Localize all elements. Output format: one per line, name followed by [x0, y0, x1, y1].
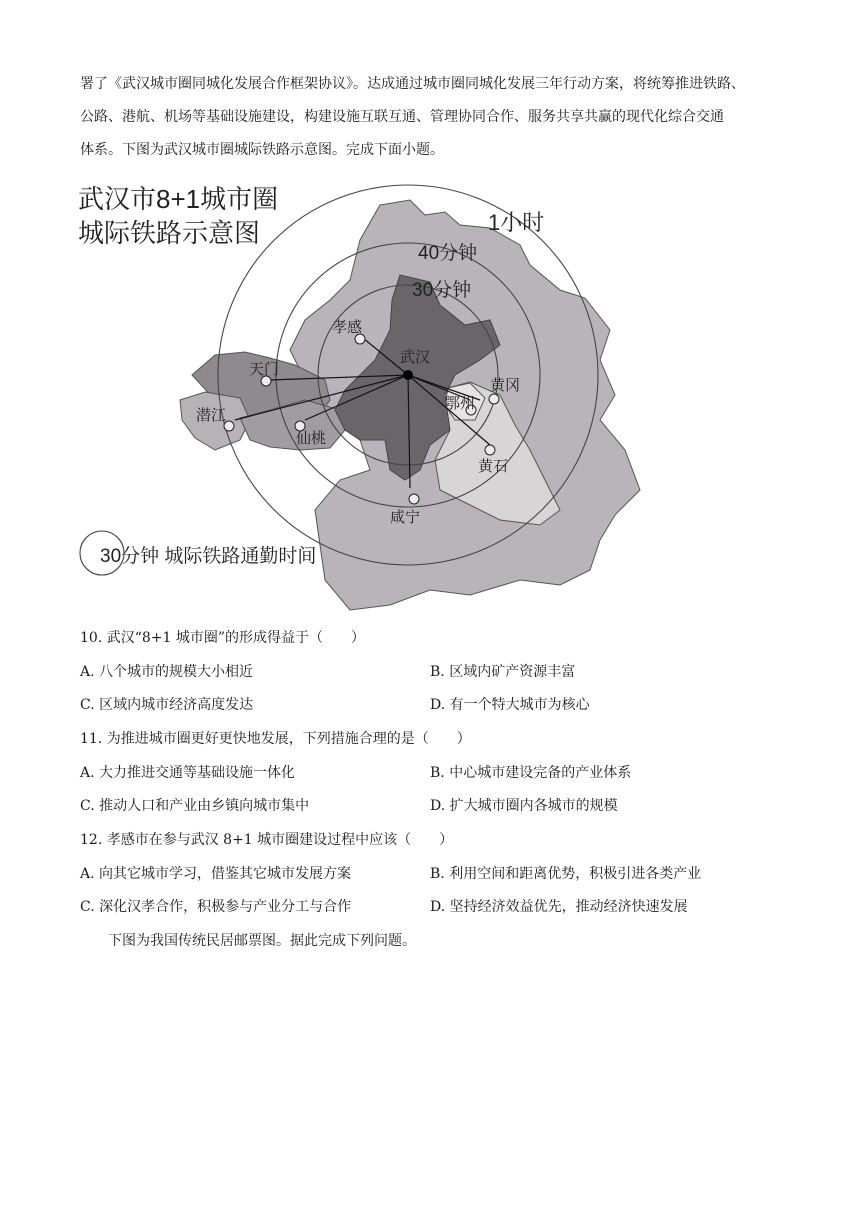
city-label-xiantao: 仙桃: [296, 430, 327, 447]
wuhan-rail-map: [70, 168, 650, 618]
question-10-option-c: C. 区域内城市经济高度发达: [80, 697, 254, 713]
question-10-stem: 10. 武汉“8+1 城市圈”的形成得益于（ ）: [80, 630, 366, 646]
xianning-marker: [409, 494, 419, 504]
city-label-huangshi: 黄石: [478, 458, 509, 475]
legend-label: 30分钟 城际铁路通勤时间: [100, 546, 317, 567]
question-12-option-a: A. 向其它城市学习，借鉴其它城市发展方案: [80, 866, 352, 882]
question-12-option-b: B. 利用空间和距离优势，积极引进各类产业: [430, 866, 702, 882]
question-11-stem: 11. 为推进城市圈更好更快地发展，下列措施合理的是（ ）: [80, 731, 471, 747]
huangshi-marker: [485, 445, 495, 455]
ring-label-1-hour: 1小时: [488, 210, 545, 235]
map-title-line1: 武汉市8+1城市圈: [78, 184, 279, 214]
city-label-huanggang: 黄冈: [490, 377, 521, 394]
question-11-option-d: D. 扩大城市圈内各城市的规模: [430, 798, 618, 814]
intro-line: 公路、港航、机场等基础设施建设，构建设施互联互通、管理协同合作、服务共享共赢的现代化综合交通: [80, 109, 724, 125]
question-12-option-c: C. 深化汉孝合作，积极参与产业分工与合作: [80, 899, 352, 915]
question-11-option-b: B. 中心城市建设完备的产业体系: [430, 765, 632, 781]
city-label-wuhan: 武汉: [400, 349, 431, 366]
intro-line: 体系。下图为武汉城市圈城际铁路示意图。完成下面小题。: [80, 142, 444, 158]
question-11-option-a: A. 大力推进交通等基础设施一体化: [80, 765, 296, 781]
map-title-line2: 城际铁路示意图: [78, 218, 261, 248]
outro-text: 下图为我国传统民居邮票图。据此完成下列问题。: [108, 933, 416, 949]
question-12-option-d: D. 坚持经济效益优先，推动经济快速发展: [430, 899, 688, 915]
wuhan-marker: [403, 370, 413, 380]
intro-line: 署了《武汉城市圈同城化发展合作框架协议》。达成通过城市圈同城化发展三年行动方案，将统筹推进铁路、: [80, 76, 745, 92]
question-10-option-a: A. 八个城市的规模大小相近: [80, 664, 254, 680]
city-label-xiaogan: 孝感: [332, 319, 363, 336]
ring-label-30-min: 30分钟: [412, 280, 472, 301]
city-label-ezhou: 鄂州: [445, 395, 476, 412]
city-label-tianmen: 天门: [249, 361, 280, 378]
question-11-option-c: C. 推动人口和产业由乡镇向城市集中: [80, 798, 310, 814]
huanggang-marker: [489, 394, 499, 404]
question-10-option-b: B. 区域内矿产资源丰富: [430, 664, 576, 680]
question-12-stem: 12. 孝感市在参与武汉 8+1 城市圈建设过程中应该（ ）: [80, 832, 454, 848]
question-10-option-d: D. 有一个特大城市为核心: [430, 697, 590, 713]
city-label-xianning: 咸宁: [390, 509, 421, 526]
ring-label-40-min: 40分钟: [418, 243, 478, 264]
intro-paragraph: [80, 68, 780, 167]
city-label-qianjiang: 潜江: [196, 407, 227, 424]
